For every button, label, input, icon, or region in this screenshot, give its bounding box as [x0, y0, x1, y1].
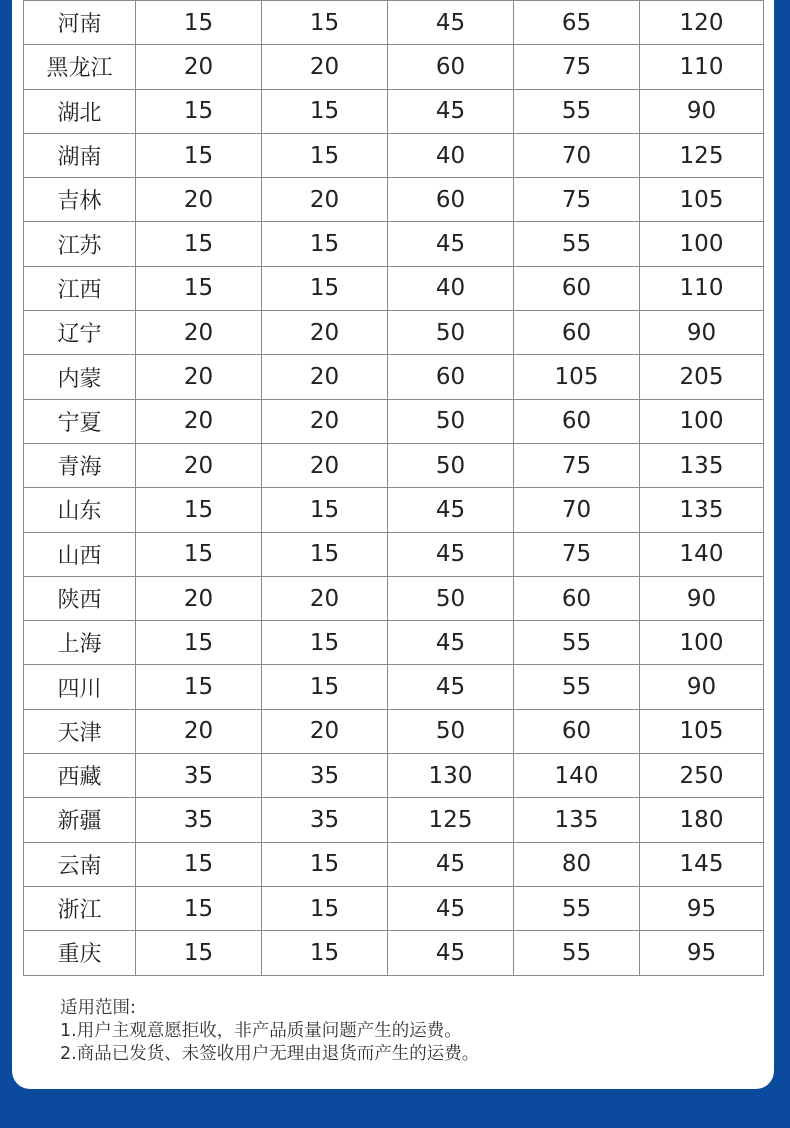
fee-cell: 20 [262, 399, 388, 443]
fee-cell: 50 [388, 709, 514, 753]
fee-cell: 95 [640, 886, 764, 930]
province-cell: 江西 [24, 266, 136, 310]
fee-cell: 15 [262, 532, 388, 576]
province-cell: 吉林 [24, 178, 136, 222]
fee-cell: 15 [136, 931, 262, 975]
table-row [24, 931, 764, 975]
table-row [24, 399, 764, 443]
fee-cell: 60 [388, 178, 514, 222]
province-cell: 云南 [24, 842, 136, 886]
fee-cell: 50 [388, 311, 514, 355]
table-row [24, 45, 764, 89]
fee-cell: 50 [388, 576, 514, 620]
fee-cell: 20 [262, 576, 388, 620]
fee-cell: 100 [640, 222, 764, 266]
table-row [24, 842, 764, 886]
fee-cell: 45 [388, 886, 514, 930]
fee-cell: 55 [514, 222, 640, 266]
province-cell: 上海 [24, 621, 136, 665]
fee-cell: 140 [514, 754, 640, 798]
fee-cell: 20 [136, 355, 262, 399]
province-cell: 四川 [24, 665, 136, 709]
fee-cell: 45 [388, 89, 514, 133]
fee-cell: 15 [262, 621, 388, 665]
fee-cell: 90 [640, 576, 764, 620]
fee-cell: 130 [388, 754, 514, 798]
fee-cell: 35 [262, 798, 388, 842]
fee-cell: 55 [514, 665, 640, 709]
fee-cell: 45 [388, 1, 514, 45]
fee-cell: 20 [136, 399, 262, 443]
fee-cell: 95 [640, 931, 764, 975]
fee-cell: 205 [640, 355, 764, 399]
fee-cell: 20 [262, 311, 388, 355]
fee-cell: 15 [262, 842, 388, 886]
fee-cell: 60 [388, 355, 514, 399]
fee-cell: 15 [136, 266, 262, 310]
province-cell: 天津 [24, 709, 136, 753]
fee-cell: 125 [640, 133, 764, 177]
province-cell: 江苏 [24, 222, 136, 266]
table-row [24, 576, 764, 620]
fee-cell: 20 [136, 709, 262, 753]
fee-cell: 75 [514, 532, 640, 576]
table-row [24, 222, 764, 266]
fee-cell: 20 [262, 355, 388, 399]
fee-cell: 105 [514, 355, 640, 399]
fee-cell: 140 [640, 532, 764, 576]
fee-cell: 45 [388, 842, 514, 886]
fee-cell: 60 [514, 399, 640, 443]
fee-cell: 135 [514, 798, 640, 842]
fee-cell: 15 [136, 222, 262, 266]
table-body [24, 1, 764, 976]
notes-title: 适用范围: [60, 998, 136, 1018]
fee-cell: 45 [388, 665, 514, 709]
table-row [24, 133, 764, 177]
province-cell: 宁夏 [24, 399, 136, 443]
fee-cell: 15 [136, 89, 262, 133]
fee-cell: 75 [514, 443, 640, 487]
fee-cell: 35 [136, 754, 262, 798]
table-row [24, 754, 764, 798]
fee-cell: 55 [514, 621, 640, 665]
usage-notes [60, 997, 479, 1066]
fee-cell: 20 [136, 311, 262, 355]
fee-cell: 105 [640, 709, 764, 753]
bottom-bar [0, 1089, 790, 1128]
fee-cell: 40 [388, 266, 514, 310]
fee-cell: 20 [136, 443, 262, 487]
notes-line-1: 1.用户主观意愿拒收，非产品质量问题产生的运费。 [60, 1021, 462, 1041]
fee-cell: 45 [388, 621, 514, 665]
fee-cell: 15 [262, 222, 388, 266]
fee-cell: 15 [136, 621, 262, 665]
fee-cell: 20 [136, 45, 262, 89]
fee-cell: 20 [262, 178, 388, 222]
table-row [24, 665, 764, 709]
fee-cell: 135 [640, 488, 764, 532]
table-row [24, 488, 764, 532]
fee-cell: 120 [640, 1, 764, 45]
fee-cell: 90 [640, 665, 764, 709]
province-cell: 山东 [24, 488, 136, 532]
fee-cell: 125 [388, 798, 514, 842]
table-row [24, 266, 764, 310]
fee-cell: 75 [514, 45, 640, 89]
fee-cell: 60 [388, 45, 514, 89]
fee-cell: 250 [640, 754, 764, 798]
table-row [24, 798, 764, 842]
notes-line-2: 2.商品已发货、未签收用户无理由退货而产生的运费。 [60, 1044, 480, 1064]
province-cell: 湖南 [24, 133, 136, 177]
fee-cell: 135 [640, 443, 764, 487]
fee-cell: 15 [136, 665, 262, 709]
fee-cell: 50 [388, 399, 514, 443]
fee-cell: 15 [262, 89, 388, 133]
fee-cell: 60 [514, 266, 640, 310]
fee-cell: 80 [514, 842, 640, 886]
fee-cell: 15 [262, 886, 388, 930]
fee-cell: 110 [640, 266, 764, 310]
fee-cell: 145 [640, 842, 764, 886]
fee-cell: 100 [640, 621, 764, 665]
fee-cell: 15 [262, 1, 388, 45]
fee-cell: 15 [136, 133, 262, 177]
fee-cell: 60 [514, 576, 640, 620]
fee-cell: 45 [388, 931, 514, 975]
fee-cell: 20 [136, 576, 262, 620]
fee-cell: 70 [514, 133, 640, 177]
fee-cell: 45 [388, 532, 514, 576]
fee-cell: 20 [262, 443, 388, 487]
fee-cell: 15 [136, 532, 262, 576]
fee-cell: 60 [514, 709, 640, 753]
fee-cell: 40 [388, 133, 514, 177]
province-cell: 湖北 [24, 89, 136, 133]
fee-cell: 15 [136, 886, 262, 930]
fee-cell: 15 [136, 1, 262, 45]
fee-cell: 15 [262, 266, 388, 310]
fee-cell: 20 [262, 45, 388, 89]
table-row [24, 311, 764, 355]
fee-cell: 15 [262, 133, 388, 177]
table-row [24, 532, 764, 576]
fee-cell: 65 [514, 1, 640, 45]
fee-cell: 15 [262, 931, 388, 975]
fee-cell: 45 [388, 488, 514, 532]
table-row [24, 709, 764, 753]
province-cell: 黑龙江 [24, 45, 136, 89]
table-row [24, 886, 764, 930]
province-cell: 西藏 [24, 754, 136, 798]
fee-cell: 105 [640, 178, 764, 222]
fee-cell: 15 [136, 488, 262, 532]
province-cell: 新疆 [24, 798, 136, 842]
fee-cell: 50 [388, 443, 514, 487]
table-row [24, 178, 764, 222]
province-cell: 陕西 [24, 576, 136, 620]
province-cell: 重庆 [24, 931, 136, 975]
table-row [24, 355, 764, 399]
table-row [24, 89, 764, 133]
province-cell: 浙江 [24, 886, 136, 930]
fee-cell: 35 [136, 798, 262, 842]
fee-cell: 180 [640, 798, 764, 842]
content-card [12, 0, 774, 1089]
fee-cell: 75 [514, 178, 640, 222]
fee-cell: 45 [388, 222, 514, 266]
fee-cell: 90 [640, 311, 764, 355]
fee-cell: 70 [514, 488, 640, 532]
fee-cell: 90 [640, 89, 764, 133]
fee-cell: 20 [262, 709, 388, 753]
fee-cell: 110 [640, 45, 764, 89]
fee-cell: 55 [514, 886, 640, 930]
fee-cell: 15 [262, 488, 388, 532]
fee-cell: 55 [514, 89, 640, 133]
fee-cell: 55 [514, 931, 640, 975]
fee-cell: 20 [136, 178, 262, 222]
province-cell: 内蒙 [24, 355, 136, 399]
fee-cell: 15 [136, 842, 262, 886]
table-row [24, 443, 764, 487]
fee-cell: 35 [262, 754, 388, 798]
province-cell: 山西 [24, 532, 136, 576]
table-row [24, 621, 764, 665]
province-cell: 辽宁 [24, 311, 136, 355]
fee-cell: 100 [640, 399, 764, 443]
fee-cell: 60 [514, 311, 640, 355]
table-row [24, 1, 764, 45]
province-cell: 青海 [24, 443, 136, 487]
fee-cell: 15 [262, 665, 388, 709]
province-cell: 河南 [24, 1, 136, 45]
shipping-fee-table [23, 0, 764, 976]
